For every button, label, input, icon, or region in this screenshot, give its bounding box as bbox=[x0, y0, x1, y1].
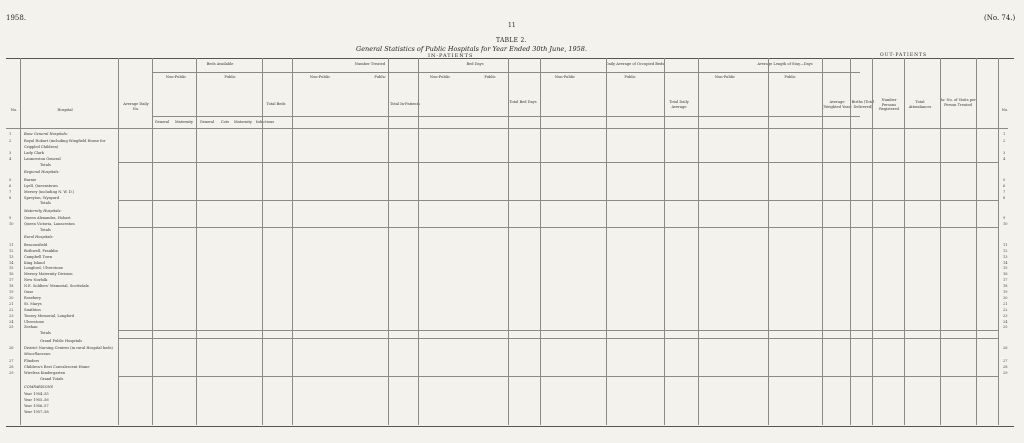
row-number: 14 bbox=[9, 260, 14, 265]
hospital-name: Launceston General bbox=[24, 157, 61, 162]
row-number-right: 4 bbox=[1003, 157, 1006, 162]
out-patients-heading: OUT-PATIENTS bbox=[880, 53, 928, 58]
row-number: 2 bbox=[9, 139, 12, 144]
header-rule bbox=[6, 128, 1008, 129]
header-rule bbox=[152, 72, 860, 73]
beds-public-header: Public bbox=[224, 75, 236, 79]
beddays-nonpublic-header: Non-Public bbox=[429, 75, 451, 79]
row-number: 18 bbox=[9, 284, 14, 289]
hospital-name: Ouse bbox=[24, 290, 34, 294]
row-number-right: 9 bbox=[1003, 216, 1006, 221]
column-rule bbox=[698, 58, 699, 425]
length-nonpublic-header: Non-Public bbox=[714, 75, 736, 79]
hospital-name: Burnie bbox=[24, 177, 37, 182]
row-number-right: 28 bbox=[1003, 365, 1008, 370]
hospital-name: Spreyton, Wynyard bbox=[24, 195, 59, 200]
row-number: 16 bbox=[9, 272, 14, 277]
row-number: 5 bbox=[9, 177, 12, 182]
totals-label: Totals bbox=[40, 163, 51, 167]
col-no-right-header: No. bbox=[1001, 108, 1009, 112]
births-header: Births (Total Delivered) bbox=[851, 100, 875, 109]
hospital-name: Ulverstone bbox=[24, 319, 44, 324]
average-weighted-header: Average (Weighted Year) bbox=[822, 100, 852, 109]
row-number: 19 bbox=[9, 290, 14, 294]
row-number: 8 bbox=[9, 195, 12, 200]
row-number: 6 bbox=[9, 183, 12, 188]
column-rule bbox=[540, 58, 541, 425]
col-no-header: No. bbox=[10, 108, 18, 112]
column-rule bbox=[388, 58, 389, 425]
sub-general-header: General bbox=[154, 120, 170, 124]
hospital-name: Queen Alexandra, Hobart bbox=[24, 216, 71, 221]
row-number: 25 bbox=[9, 325, 14, 330]
row-number: 10 bbox=[9, 222, 14, 227]
subtotal-rule bbox=[118, 376, 998, 377]
sub-general-header-2: General bbox=[199, 120, 215, 124]
table-title: TABLE 2. bbox=[496, 37, 527, 44]
sub-infectious-header: Infectious bbox=[255, 120, 275, 124]
total-bed-days-header: Total Bed Days bbox=[509, 100, 537, 104]
row-number-right: 19 bbox=[1003, 290, 1008, 294]
hospital-name: Children's Rest Convalescent Home bbox=[24, 365, 90, 370]
column-rule bbox=[976, 58, 977, 425]
section-heading: Regional Hospitals: bbox=[24, 170, 60, 175]
row-number: 24 bbox=[9, 319, 14, 324]
column-rule bbox=[118, 58, 119, 425]
hospital-name: Toosey Memorial, Longford bbox=[24, 313, 75, 318]
in-patients-heading: IN-PATIENTS bbox=[428, 53, 474, 59]
row-number: 21 bbox=[9, 301, 14, 306]
document-number: (No. 74.) bbox=[984, 14, 1016, 22]
row-number: 20 bbox=[9, 295, 14, 300]
row-number-right: 1 bbox=[1003, 132, 1006, 136]
column-rule bbox=[292, 58, 293, 425]
row-number-right: 15 bbox=[1003, 266, 1008, 271]
beds-available-header: Beds Available bbox=[206, 62, 234, 66]
hospital-name: Smithton bbox=[24, 307, 41, 312]
section-heading: Rural Hospitals: bbox=[24, 235, 54, 240]
column-rule bbox=[768, 58, 769, 425]
row-number-right: 2 bbox=[1003, 139, 1006, 144]
treated-nonpublic-header: Non-Public bbox=[309, 75, 331, 79]
row-number-right: 14 bbox=[1003, 260, 1008, 265]
column-rule bbox=[262, 58, 263, 425]
page-number: 11 bbox=[508, 22, 516, 29]
row-number-right: 22 bbox=[1003, 307, 1008, 312]
row-number: 7 bbox=[9, 189, 12, 194]
hospital-name: Flinders bbox=[24, 359, 40, 364]
hospital-name: Lady Clark bbox=[24, 151, 44, 156]
subtotal-rule bbox=[118, 200, 998, 201]
row-number-right: 27 bbox=[1003, 359, 1008, 364]
hospital-name: Queen Victoria, Launceston bbox=[24, 222, 75, 227]
row-number-right: 23 bbox=[1003, 313, 1008, 318]
subtotal-rule bbox=[118, 338, 998, 339]
column-rule bbox=[196, 58, 197, 425]
subtotal-rule bbox=[118, 227, 998, 228]
section-heading: Maternity Hospitals: bbox=[24, 208, 62, 213]
hospital-name: Year 1956–57 bbox=[24, 403, 49, 408]
column-rule bbox=[998, 58, 999, 425]
row-number-right: 26 bbox=[1003, 346, 1008, 351]
totals-label: Totals bbox=[40, 201, 51, 206]
column-rule bbox=[664, 58, 665, 425]
row-number: 12 bbox=[9, 248, 14, 253]
row-number: 26 bbox=[9, 346, 14, 351]
number-treated-header: Number Treated bbox=[354, 62, 386, 66]
header-rule bbox=[152, 116, 860, 117]
section-heading: COMPARISONS bbox=[24, 384, 54, 389]
row-number: 17 bbox=[9, 278, 14, 283]
row-number: 29 bbox=[9, 371, 14, 376]
row-number-right: 16 bbox=[1003, 272, 1008, 277]
row-number: 23 bbox=[9, 313, 14, 318]
col-hospital-header: Hospital bbox=[57, 108, 73, 112]
row-number: 1 bbox=[9, 132, 12, 136]
column-rule bbox=[418, 58, 419, 425]
hospital-name: N.E. Soldiers' Memorial, Scottsdale bbox=[24, 284, 89, 289]
column-rule bbox=[508, 58, 509, 425]
hospital-name: Bothwell, Franklin bbox=[24, 248, 58, 253]
column-rule bbox=[606, 58, 607, 425]
bed-days-header: Bed Days bbox=[466, 62, 484, 66]
year-label: 1958. bbox=[6, 14, 27, 22]
treated-public-header: Public bbox=[374, 75, 386, 79]
hospital-name: Year 1955–56 bbox=[24, 397, 49, 402]
statistics-table bbox=[6, 58, 1014, 427]
hospital-name: Royal Hobart (including Wingfield House for bbox=[24, 139, 106, 144]
sub-cots-header: Cots bbox=[220, 120, 230, 124]
beddays-public-header: Public bbox=[484, 75, 496, 79]
column-rule bbox=[904, 58, 905, 425]
row-number-right: 3 bbox=[1003, 151, 1006, 156]
row-number-right: 5 bbox=[1003, 177, 1006, 182]
row-number-right: 6 bbox=[1003, 183, 1006, 188]
column-rule bbox=[20, 58, 21, 425]
hospital-name: Lyell, Queenstown bbox=[24, 183, 58, 188]
hospital-name: Zeehan bbox=[24, 325, 38, 330]
total-daily-average-header: Total Daily Average bbox=[669, 100, 689, 109]
section-heading: Miscellaneous: bbox=[24, 352, 52, 356]
subtotal-rule bbox=[118, 162, 998, 163]
total-attendances-header: Total Attendances bbox=[908, 100, 932, 109]
hospital-name: Crippled Children) bbox=[24, 145, 59, 150]
total-in-patients-header: Total In-Patients bbox=[390, 102, 420, 106]
row-number-right: 24 bbox=[1003, 319, 1008, 324]
row-number-right: 10 bbox=[1003, 222, 1008, 227]
row-number-right: 13 bbox=[1003, 254, 1008, 259]
hospital-name: St. Marys bbox=[24, 301, 42, 306]
hospital-name: Rosebery bbox=[24, 295, 42, 300]
row-number-right: 7 bbox=[1003, 189, 1006, 194]
totals-label: Grand Public Hospitals bbox=[40, 338, 83, 343]
daily-public-header: Public bbox=[624, 75, 636, 79]
row-number: 4 bbox=[9, 157, 12, 162]
row-number: 22 bbox=[9, 307, 14, 312]
row-number-right: 17 bbox=[1003, 278, 1008, 283]
hospital-name: Year 1957–58 bbox=[24, 409, 49, 414]
totals-label: Totals bbox=[40, 331, 51, 336]
row-number-right: 11 bbox=[1003, 242, 1008, 247]
section-heading: Base General Hospitals: bbox=[24, 132, 68, 136]
hospital-name: Year 1954–55 bbox=[24, 391, 49, 396]
hospital-name: Campbell Town bbox=[24, 254, 53, 259]
column-rule bbox=[850, 58, 851, 425]
daily-average-header: Daily Average of Occupied Beds bbox=[605, 62, 665, 66]
hospital-name: King Island bbox=[24, 260, 45, 265]
totals-label: Totals bbox=[40, 228, 51, 232]
column-rule bbox=[940, 58, 941, 425]
subtotal-rule bbox=[118, 330, 998, 331]
length-public-header: Public bbox=[784, 75, 796, 79]
table-subtitle: General Statistics of Public Hospitals for Year Ended 30th June, 1958. bbox=[356, 45, 587, 53]
daily-nonpublic-header: Non-Public bbox=[554, 75, 576, 79]
hospital-name: Wireless Kindergarten bbox=[24, 371, 66, 376]
row-number: 27 bbox=[9, 359, 14, 364]
row-number-right: 8 bbox=[1003, 195, 1006, 200]
row-number-right: 12 bbox=[1003, 248, 1008, 253]
hospital-name: Mersey Maternity Division bbox=[24, 272, 73, 277]
column-rule bbox=[872, 58, 873, 425]
column-rule bbox=[152, 58, 153, 425]
persons-registered-header: Number Persons Registered bbox=[879, 98, 899, 111]
sub-maternity-header: Maternity bbox=[174, 120, 194, 124]
hospital-name: Longford, Ulverstone bbox=[24, 266, 63, 271]
hospital-name: Beaconsfield bbox=[24, 242, 48, 247]
row-number-right: 29 bbox=[1003, 371, 1008, 376]
sub-maternity-header-2: Maternity bbox=[233, 120, 253, 124]
row-number: 9 bbox=[9, 216, 12, 221]
row-number-right: 25 bbox=[1003, 325, 1008, 330]
total-beds-header: Total Beds bbox=[266, 102, 286, 106]
col-average-daily-header: Average Daily No. bbox=[123, 102, 149, 111]
row-number-right: 20 bbox=[1003, 295, 1008, 300]
row-number: 28 bbox=[9, 365, 14, 370]
hospital-name: Mersey (including N. W. D.) bbox=[24, 189, 75, 194]
beds-nonpublic-header: Non-Public bbox=[165, 75, 187, 79]
row-number: 15 bbox=[9, 266, 14, 271]
visits-per-person-header: Av. No. of Visits per Person Treated bbox=[940, 98, 976, 107]
row-number: 13 bbox=[9, 254, 14, 259]
row-number-right: 21 bbox=[1003, 301, 1008, 306]
row-number: 11 bbox=[9, 242, 14, 247]
hospital-name: New Norfolk bbox=[24, 278, 48, 283]
row-number-right: 18 bbox=[1003, 284, 1008, 289]
row-number: 3 bbox=[9, 151, 12, 156]
totals-label: Grand Totals bbox=[40, 377, 64, 382]
hospital-name: District Nursing Centres (in rural Hospital beds) bbox=[24, 346, 113, 351]
average-length-header: Average Length of Stay—Days bbox=[757, 62, 813, 66]
column-rule bbox=[822, 58, 823, 425]
